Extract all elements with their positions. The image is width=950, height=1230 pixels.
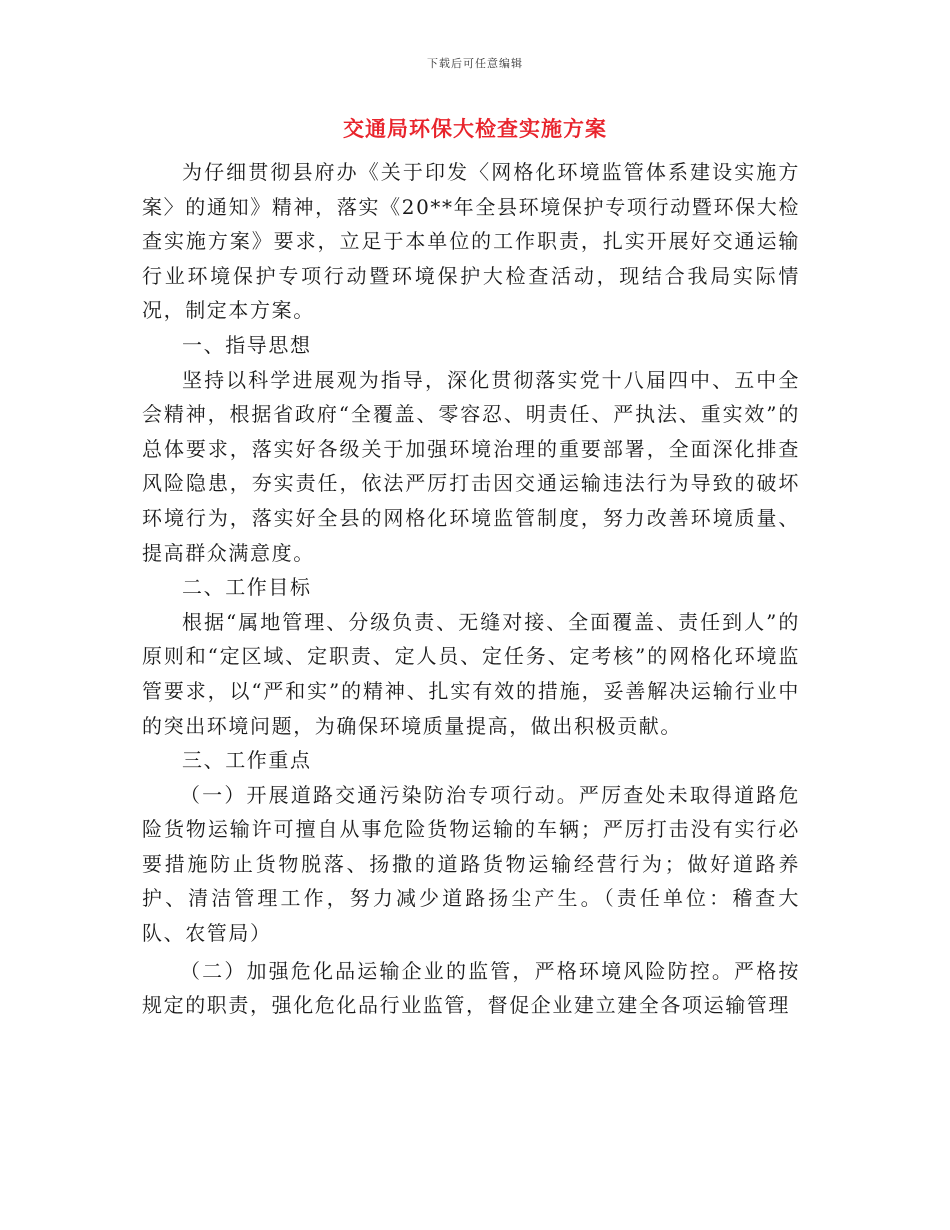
intro-paragraph: 为仔细贯彻县府办《关于印发〈网格化环境监管体系建设实施方案〉的通知》精神，落实《20**年全县环境保护专项行动暨环保大检查实施方案》要求，立足于本单位的工作职责，扎实开展好交通运输行业环境保护专项行动暨环境保护大检查活动，现结合我局实际情况，制定本方案。 — [142, 160, 800, 323]
work-focus-item-1: （一）开展道路交通污染防治专项行动。严厉查处未取得道路危险货物运输许可擅自从事危险货物运输的车辆；严厉打击没有实行必要措施防止货物脱落、扬撒的道路货物运输经营行为；做好道路养护、清洁管理工作，努力减少道路扬尘产生。（责任单位：稽查大队、农管局） — [142, 782, 800, 946]
work-focus-item-2: （二）加强危化品运输企业的监管，严格环境风险防控。严格按规定的职责，强化危化品行业监管，督促企业建立建全各项运输管理 — [142, 958, 800, 1018]
document-title: 交通局环保大检查实施方案 — [343, 117, 607, 141]
document-body — [142, 155, 800, 1023]
work-goals-paragraph: 根据“属地管理、分级负责、无缝对接、全面覆盖、责任到人”的原则和“定区域、定职责、定人员、定任务、定考核”的网格化环境监管要求，以“严和实”的精神、扎实有效的措施，妥善解决运输行业中的突出环境问题，为确保环境质量提高，做出积极贡献。 — [142, 609, 800, 738]
header-note: 下载后可任意编辑 — [427, 57, 523, 70]
section-heading-guiding-thought: 一、指导思想 — [182, 332, 312, 357]
section-heading-work-goals: 二、工作目标 — [182, 575, 312, 600]
section-heading-work-focus: 三、工作重点 — [182, 748, 312, 773]
guiding-thought-paragraph: 坚持以科学进展观为指导，深化贯彻落实党十八届四中、五中全会精神，根据省政府“全覆盖、零容忍、明责任、严执法、重实效”的总体要求，落实好各级关于加强环境治理的重要部署，全面深化排查风险隐患，夯实责任，依法严厉打击因交通运输违法行为导致的破坏环境行为，落实好全县的网格化环境监管制度，努力改善环境质量、提高群众满意度。 — [142, 367, 800, 565]
